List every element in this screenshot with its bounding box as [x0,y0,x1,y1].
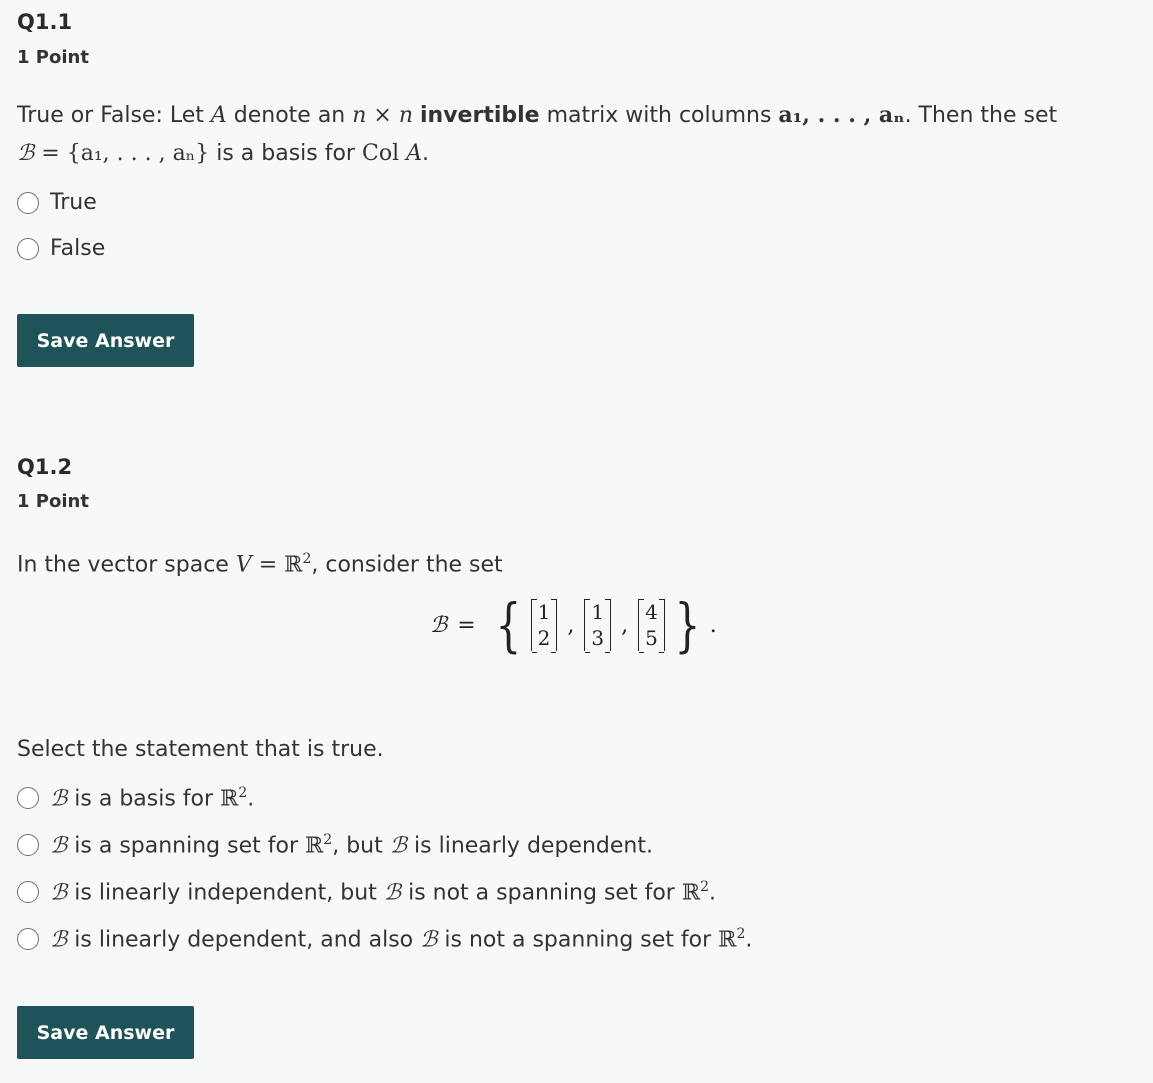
option-label [50,879,716,905]
math-A: A [210,103,227,128]
vector-entry: 4 [645,600,658,624]
math-B: ℬ [383,880,402,906]
radio-button[interactable] [17,881,39,903]
math-R: ℝ [220,786,239,812]
left-brace: { [495,591,522,659]
option-text: is not a spanning set for [401,880,682,906]
prompt-text: , consider the set [311,552,503,578]
math-R: = ℝ [251,552,303,578]
math-exponent: 2 [736,926,746,942]
select-instruction: Select the statement that is true. [17,737,384,762]
math-R: ℝ [718,927,737,953]
option-label [50,926,752,952]
math-B: ℬ [50,927,68,953]
math-R: ℝ [305,833,324,859]
comma: , [621,612,629,638]
question-title: Q1.2 [17,455,73,479]
prompt-text: denote an [226,103,353,128]
answer-option-3[interactable] [17,879,716,905]
radio-button[interactable] [17,787,39,809]
vector-entry: 1 [591,600,605,624]
math-n-by-n: n × n [352,103,413,128]
answer-option-false[interactable] [17,236,105,261]
radio-button[interactable] [17,834,39,856]
option-label [50,832,653,858]
prompt-emphasis: invertible [420,103,540,128]
math-col: Col [361,141,407,166]
option-text: . [745,927,753,953]
prompt-text: . Then the set [904,103,1058,128]
math-exponent: 2 [238,785,248,801]
radio-button[interactable] [17,928,39,950]
save-answer-button[interactable]: Save Answer [17,1006,194,1059]
question-title: Q1.1 [17,10,73,34]
option-text: . [709,880,717,906]
math-equals: = [457,612,476,638]
math-V: V [235,552,252,578]
question-points: 1 Point [17,491,89,512]
question-prompt [17,96,1127,173]
math-R: ℝ [681,880,701,906]
math-B: ℬ [389,833,408,859]
answer-option-true[interactable] [17,190,97,215]
option-text: is linearly dependent. [407,833,653,859]
vector-entry: 2 [537,626,551,650]
option-label: True [50,190,97,215]
prompt-text: is a basis for [209,141,362,166]
option-text: is a basis for [67,786,221,812]
prompt-text: In the vector space [17,552,236,578]
option-text: , but [332,833,390,859]
vector [584,599,611,651]
math-set: = {a₁, . . . , aₙ} [34,141,210,166]
math-B: ℬ [420,927,438,953]
comma: , [567,612,575,638]
prompt-text: True or False: Let [17,103,211,128]
option-text: is not a spanning set for [437,927,719,953]
math-B: ℬ [50,880,68,906]
right-brace: } [674,591,701,659]
math-exponent: 2 [302,551,312,567]
vector-entry: 1 [537,600,551,624]
math-B: ℬ [430,612,448,638]
answer-option-4[interactable] [17,926,752,952]
prompt-text: . [421,141,429,166]
radio-button[interactable] [17,238,39,260]
option-label: False [50,236,106,261]
set-display [430,591,717,659]
vector [531,599,558,651]
vector-entry: 5 [645,626,658,650]
math-columns: a₁, . . . , aₙ [778,102,905,128]
vector [638,599,665,651]
radio-button[interactable] [17,192,39,214]
prompt-text: matrix with columns [539,103,779,128]
question-points: 1 Point [17,47,89,68]
option-label [50,785,254,811]
answer-option-1[interactable] [17,785,254,811]
math-exponent: 2 [323,832,333,848]
math-period: . [709,612,717,638]
option-text: is linearly independent, but [67,880,384,906]
math-exponent: 2 [700,879,710,895]
vector-entry: 3 [591,626,605,650]
question-prompt [17,540,1127,584]
option-text: is a spanning set for [67,833,305,859]
answer-option-2[interactable] [17,832,653,858]
option-text: is linearly dependent, and also [67,927,421,953]
option-text: . [247,786,255,812]
math-A: A [406,141,422,166]
math-B: ℬ [50,786,68,812]
save-answer-button[interactable]: Save Answer [17,314,194,367]
math-B: ℬ [50,833,68,859]
math-B: ℬ [17,141,35,166]
